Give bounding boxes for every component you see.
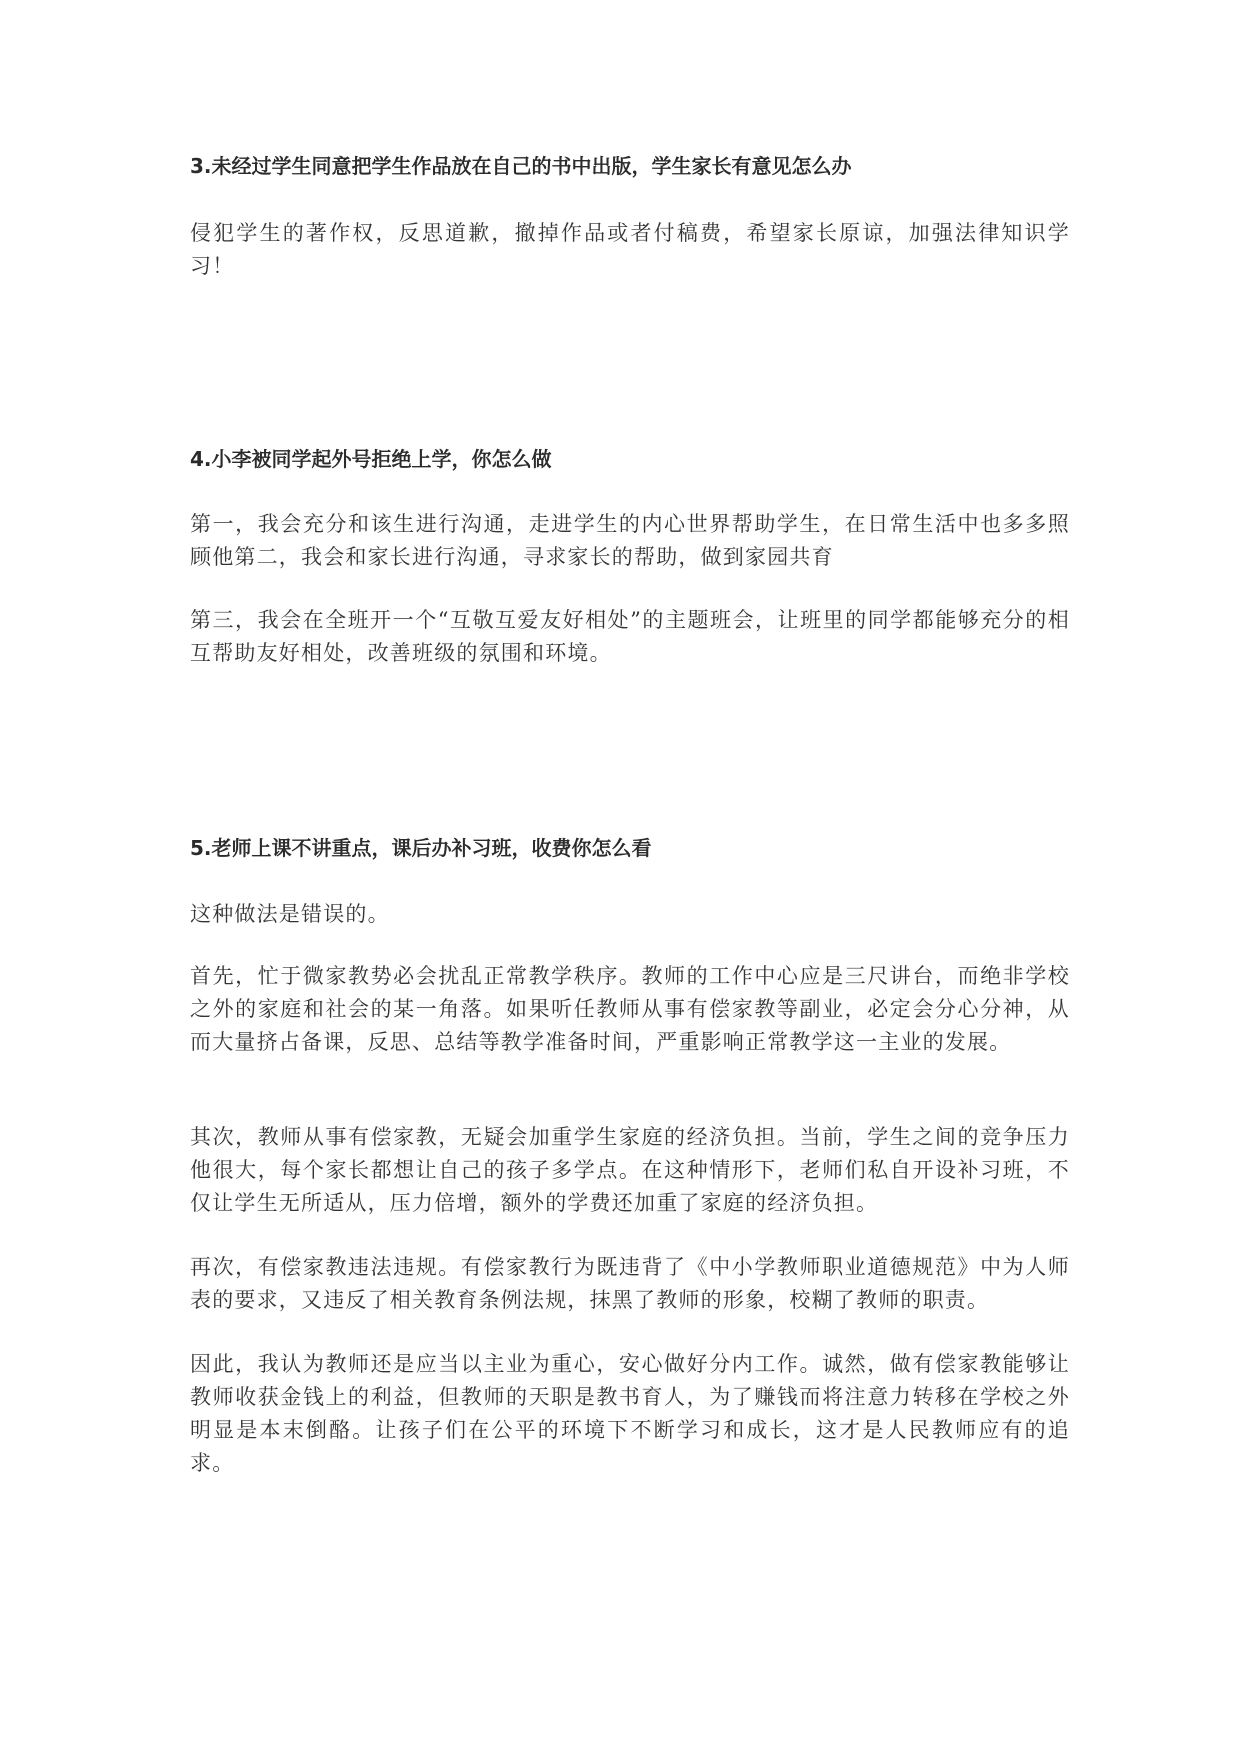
section-5-paragraph-1: 这种做法是错误的。 bbox=[190, 902, 390, 926]
section-4-paragraph-2: 第三，我会在全班开一个“互敬互爱友好相处”的主题班会，让班里的同学都能够充分的相互帮助友好相处，改善班级的氛围和环境。 bbox=[190, 608, 1070, 665]
section-5-paragraph-2: 首先，忙于微家教势必会扰乱正常教学秩序。教师的工作中心应是三尺讲台，而绝非学校之外的家庭和社会的某一角落。如果听任教师从事有偿家教等副业，必定会分心分神，从而大量挤占备课，反思、总结等教学准备时间，严重影响正常教学这一主业的发展。 bbox=[190, 964, 1070, 1054]
section-5-heading: 5.老师上课不讲重点，课后办补习班，收费你怎么看 bbox=[190, 836, 652, 860]
section-3-heading: 3.未经过学生同意把学生作品放在自己的书中出版，学生家长有意见怎么办 bbox=[190, 154, 852, 178]
section-4-heading: 4.小李被同学起外号拒绝上学，你怎么做 bbox=[190, 447, 552, 471]
section-3-paragraph-1: 侵犯学生的著作权，反思道歉，撤掉作品或者付稿费，希望家长原谅，加强法律知识学习！ bbox=[190, 221, 1070, 278]
section-4-paragraph-1: 第一，我会充分和该生进行沟通，走进学生的内心世界帮助学生，在日常生活中也多多照顾他第二，我会和家长进行沟通，寻求家长的帮助，做到家园共育 bbox=[190, 512, 1070, 569]
section-5-paragraph-4: 再次，有偿家教违法违规。有偿家教行为既违背了《中小学教师职业道德规范》中为人师表的要求，又违反了相关教育条例法规，抹黑了教师的形象，校糊了教师的职责。 bbox=[190, 1255, 1070, 1312]
section-5-paragraph-3: 其次，教师从事有偿家教，无疑会加重学生家庭的经济负担。当前，学生之间的竞争压力他很大，每个家长都想让自己的孩子多学点。在这种情形下，老师们私自开设补习班，不仅让学生无所适从，压力倍增，额外的学费还加重了家庭的经济负担。 bbox=[190, 1125, 1070, 1215]
section-5-paragraph-5: 因此，我认为教师还是应当以主业为重心，安心做好分内工作。诚然，做有偿家教能够让教师收获金钱上的利益，但教师的天职是教书育人，为了赚钱而将注意力转移在学校之外明显是本末倒酪。让孩子们在公平的环境下不断学习和成长，这才是人民教师应有的追求。 bbox=[190, 1352, 1070, 1475]
